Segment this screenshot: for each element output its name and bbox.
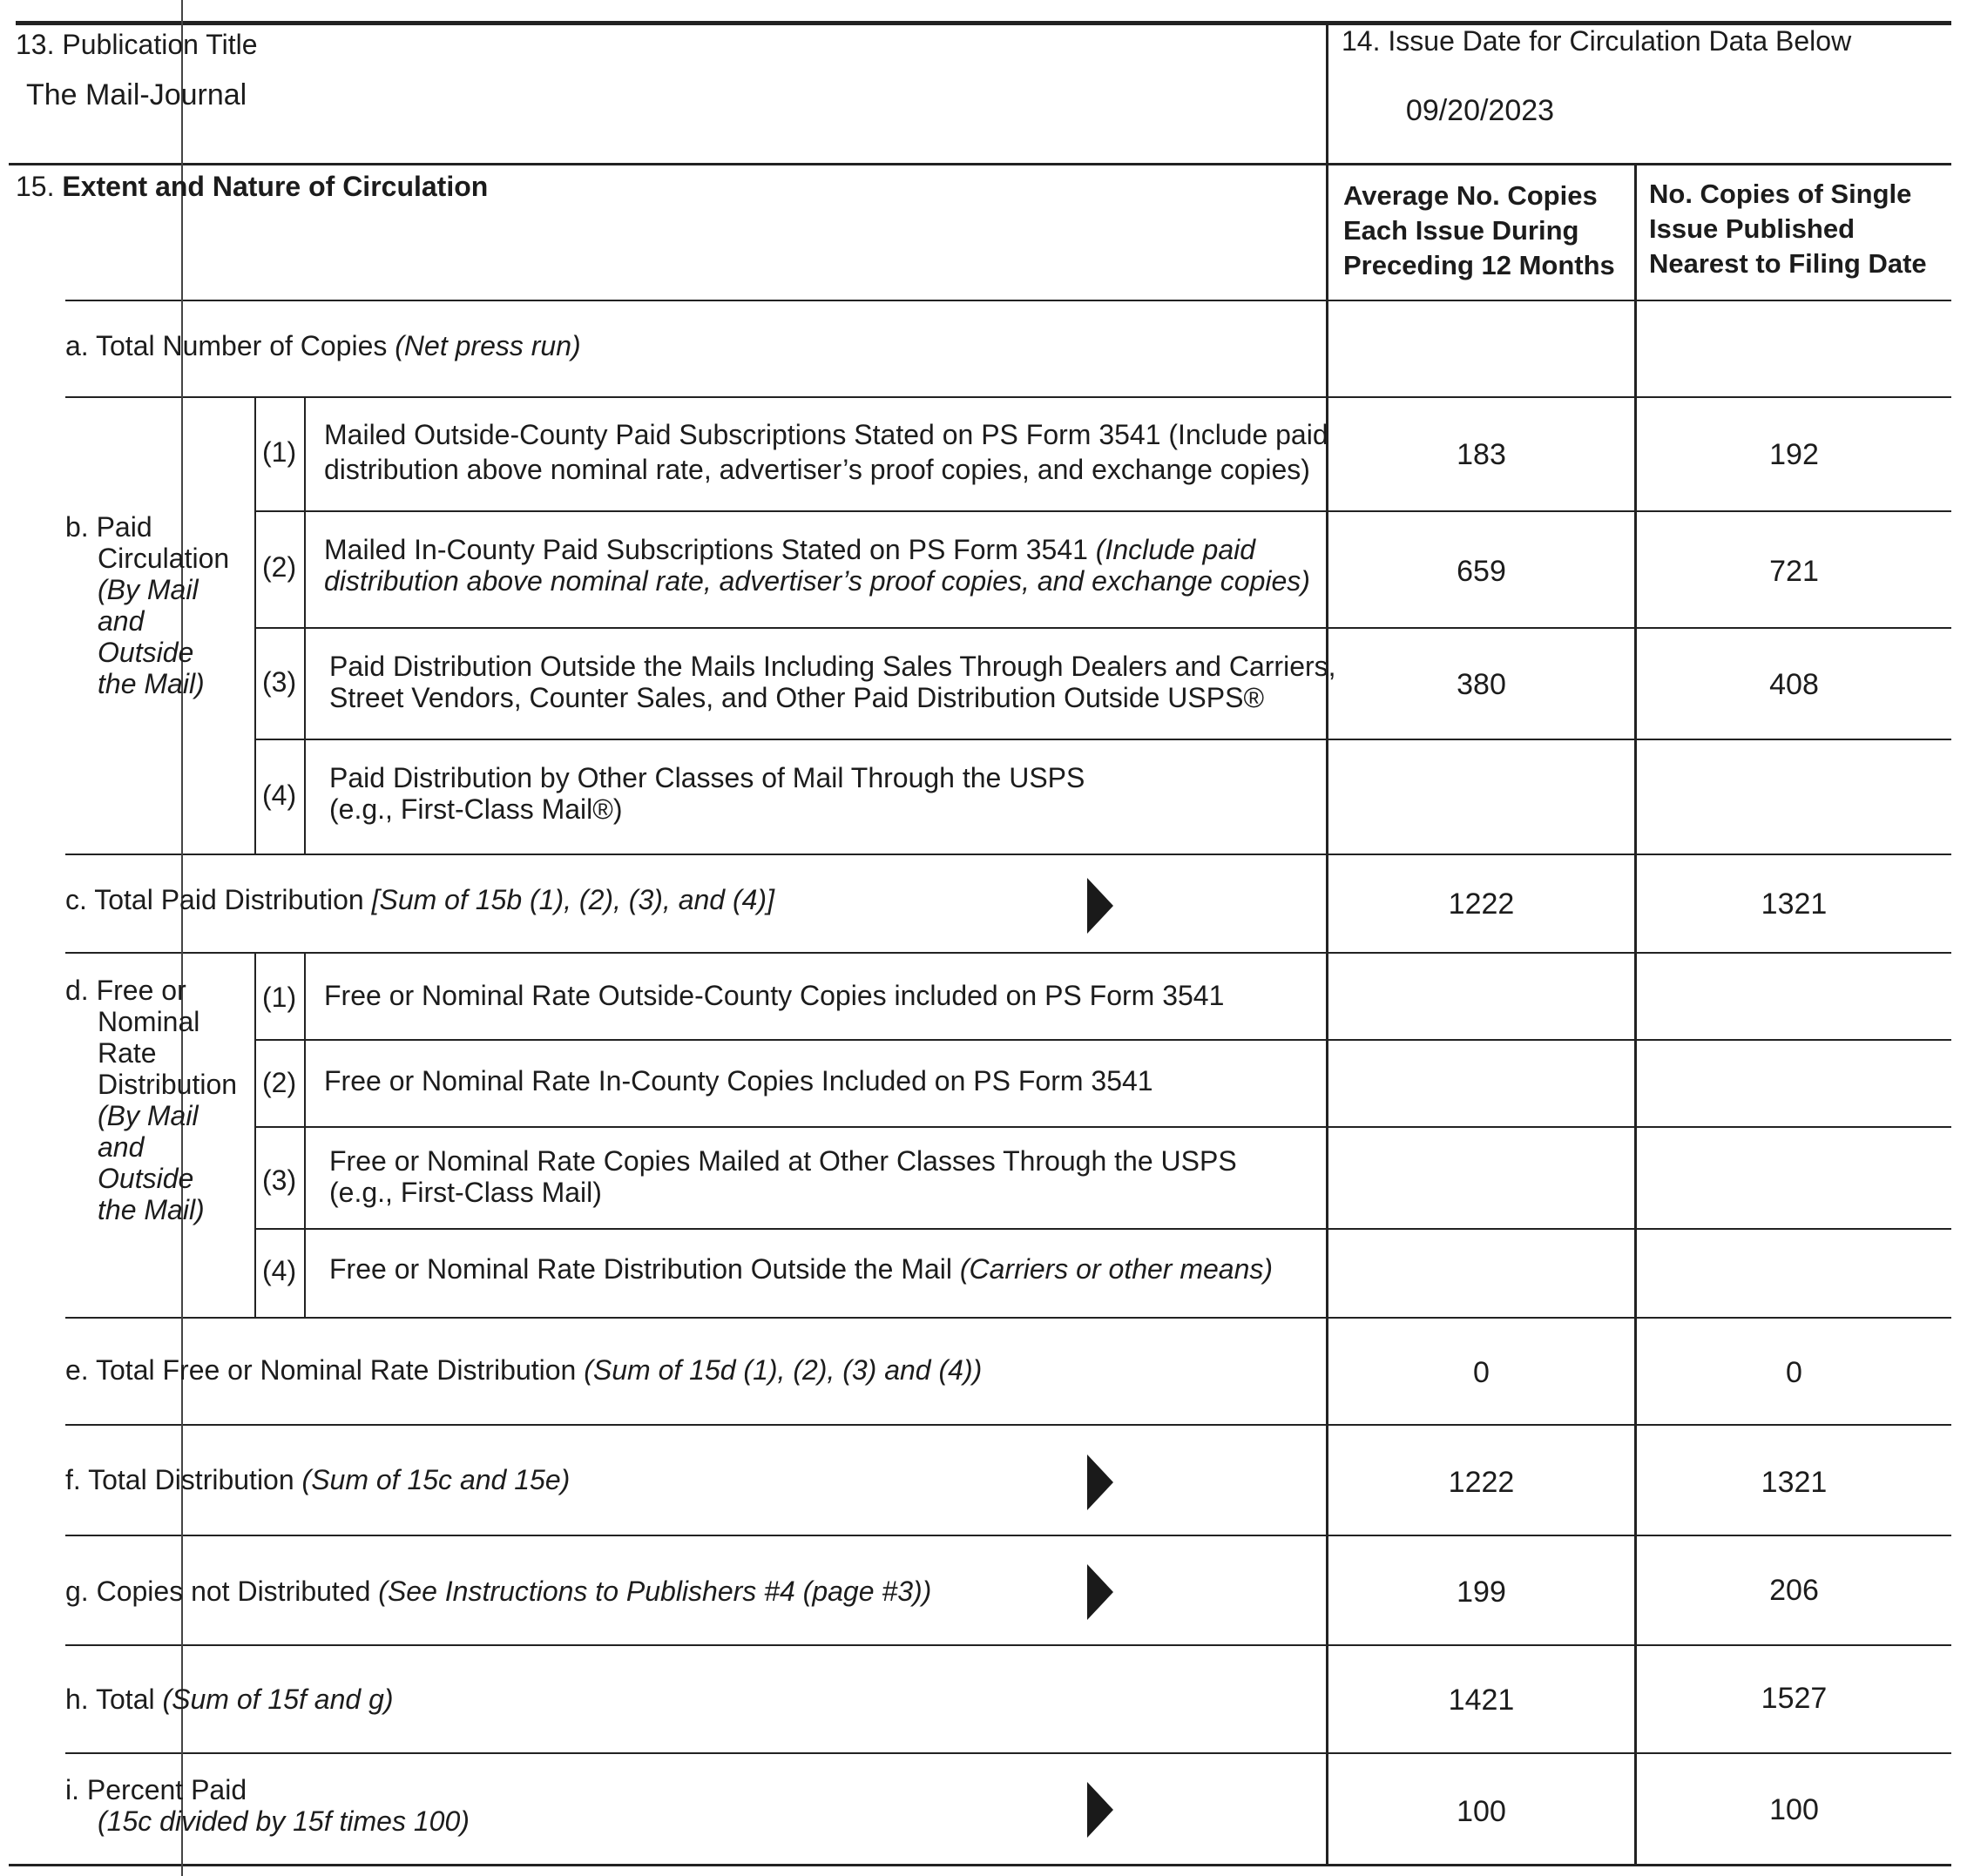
section-15-title: Extent and Nature of Circulation (62, 171, 489, 202)
col-single-header-line1: No. Copies of Single (1649, 179, 1912, 209)
row-e-label: e. Total Free or Nominal Rate Distribution (Sum of 15d (1), (2), (3) and (4)) (65, 1354, 983, 1386)
d3-line1: Free or Nominal Rate Copies Mailed at Other Classes Through the USPS (329, 1145, 1237, 1177)
g-divider (65, 1644, 1951, 1646)
group-d-label-2: Nominal (98, 1006, 200, 1037)
row-c-label: c. Total Paid Distribution [Sum of 15b (1), (2), (3), and (4)] (65, 884, 774, 915)
b-group-divider (65, 854, 1951, 855)
bottom-border (9, 1864, 1951, 1866)
row-a-label: a. Total Number of Copies (Net press run) (65, 330, 581, 361)
group-d-label-5: (By Mail (98, 1100, 199, 1131)
b1-single: 192 (1769, 438, 1819, 471)
d1-number: (1) (262, 982, 297, 1013)
b3-avg: 380 (1457, 668, 1506, 701)
d2-number: (2) (262, 1067, 297, 1098)
b1-number: (1) (262, 436, 297, 468)
b3-single: 408 (1769, 668, 1819, 701)
row-i-arrow-icon (1087, 1782, 1113, 1838)
row-f-arrow-icon (1087, 1454, 1113, 1510)
col-single-left-border (1634, 164, 1637, 1866)
row-i-formula: (15c divided by 15f times 100) (98, 1805, 470, 1837)
row-i-avg: 100 (1457, 1795, 1506, 1828)
row-i-label: i. Percent Paid (65, 1774, 247, 1805)
b1-line1: Mailed Outside-County Paid Subscriptions Stated on PS Form 3541 (Include paid (324, 419, 1328, 450)
b3-number: (3) (262, 666, 297, 698)
row-c-single: 1321 (1761, 887, 1828, 921)
b1-divider (256, 510, 1951, 512)
d4-number: (4) (262, 1255, 297, 1286)
b1-avg: 183 (1457, 438, 1506, 471)
group-d-label-6: and (98, 1131, 145, 1163)
b3-line2: Street Vendors, Counter Sales, and Other Paid Distribution Outside USPS® (329, 682, 1265, 713)
b4-line2: (e.g., First-Class Mail®) (329, 793, 623, 825)
group-b-label-1: b. Paid (65, 511, 152, 543)
row-a-divider (65, 396, 1951, 398)
publication-title: The Mail-Journal (26, 78, 247, 111)
row-g-avg: 199 (1457, 1576, 1506, 1609)
b-num-right-border (304, 396, 306, 855)
row-f-avg: 1222 (1448, 1466, 1515, 1499)
group-b-label-4: and (98, 605, 145, 637)
d-num-right-border (304, 952, 306, 1319)
issue-date-label: 14. Issue Date for Circulation Data Below (1342, 25, 1852, 57)
b-num-left-border (254, 396, 256, 855)
group-b-label-6: the Mail) (98, 668, 205, 699)
b2-single: 721 (1769, 555, 1819, 588)
b2-number: (2) (262, 551, 297, 583)
b2-divider (256, 627, 1951, 629)
b1-line2: distribution above nominal rate, advertiser’s proof copies, and exchange copies) (324, 454, 1310, 485)
row-e-avg: 0 (1473, 1356, 1490, 1389)
col-avg-header-line3: Preceding 12 Months (1343, 250, 1615, 280)
b3-line1: Paid Distribution Outside the Mails Including Sales Through Dealers and Carriers, (329, 651, 1336, 682)
b3-divider (256, 739, 1951, 740)
row-f-label: f. Total Distribution (Sum of 15c and 15e) (65, 1464, 571, 1495)
b4-line1: Paid Distribution by Other Classes of Mail Through the USPS (329, 762, 1085, 793)
row-g-single: 206 (1769, 1574, 1819, 1607)
c-divider (65, 952, 1951, 954)
d1-divider (256, 1039, 1951, 1041)
d3-divider (256, 1228, 1951, 1230)
header-divider (9, 163, 1951, 165)
d2-divider (256, 1126, 1951, 1128)
row-c-avg: 1222 (1448, 887, 1515, 921)
d1-line1: Free or Nominal Rate Outside-County Copies included on PS Form 3541 (324, 980, 1225, 1011)
d3-number: (3) (262, 1164, 297, 1196)
e-divider (65, 1424, 1951, 1426)
h-divider (65, 1752, 1951, 1754)
header-bottom-divider (65, 300, 1951, 301)
d4-line1: Free or Nominal Rate Distribution Outside the Mail (Carriers or other means) (329, 1253, 1274, 1285)
row-c-arrow-icon (1087, 878, 1113, 934)
col-single-header-line2: Issue Published (1649, 213, 1855, 244)
group-d-label-3: Rate (98, 1037, 157, 1069)
section-15-number: 15. (16, 171, 63, 202)
d-num-left-border (254, 952, 256, 1319)
row-e-single: 0 (1786, 1356, 1802, 1389)
col-avg-header-line2: Each Issue During (1343, 215, 1579, 246)
row-g-arrow-icon (1087, 1564, 1113, 1620)
d3-line2: (e.g., First-Class Mail) (329, 1177, 602, 1208)
group-d-label-1: d. Free or (65, 975, 186, 1006)
b2-line1: Mailed In-County Paid Subscriptions Stated on PS Form 3541 (Include paid (324, 534, 1256, 565)
group-d-label-7: Outside (98, 1163, 194, 1194)
group-b-label-5: Outside (98, 637, 194, 668)
b2-avg: 659 (1457, 555, 1506, 588)
group-d-label-8: the Mail) (98, 1194, 205, 1225)
section-15-heading (16, 170, 488, 203)
issue-date: 09/20/2023 (1405, 94, 1555, 127)
row-h-single: 1527 (1761, 1682, 1828, 1715)
row-i-single: 100 (1769, 1793, 1819, 1826)
d2-line1: Free or Nominal Rate In-County Copies Included on PS Form 3541 (324, 1065, 1153, 1097)
publication-title-label: 13. Publication Title (16, 29, 258, 60)
col-single-header-line3: Nearest to Filing Date (1649, 248, 1927, 279)
f-divider (65, 1535, 1951, 1536)
row-f-single: 1321 (1761, 1466, 1828, 1499)
b4-number: (4) (262, 779, 297, 811)
row-h-label: h. Total (Sum of 15f and g) (65, 1684, 394, 1715)
row-g-label: g. Copies not Distributed (See Instructions to Publishers #4 (page #3)) (65, 1576, 932, 1607)
col-avg-header-line1: Average No. Copies (1343, 180, 1598, 211)
b2-line2: distribution above nominal rate, advertiser’s proof copies, and exchange copies) (324, 565, 1310, 597)
d-group-divider (65, 1317, 1951, 1319)
group-d-label-4: Distribution (98, 1069, 238, 1100)
group-b-label-3: (By Mail (98, 574, 199, 605)
row-h-avg: 1421 (1448, 1684, 1515, 1717)
group-b-label-2: Circulation (98, 543, 230, 574)
